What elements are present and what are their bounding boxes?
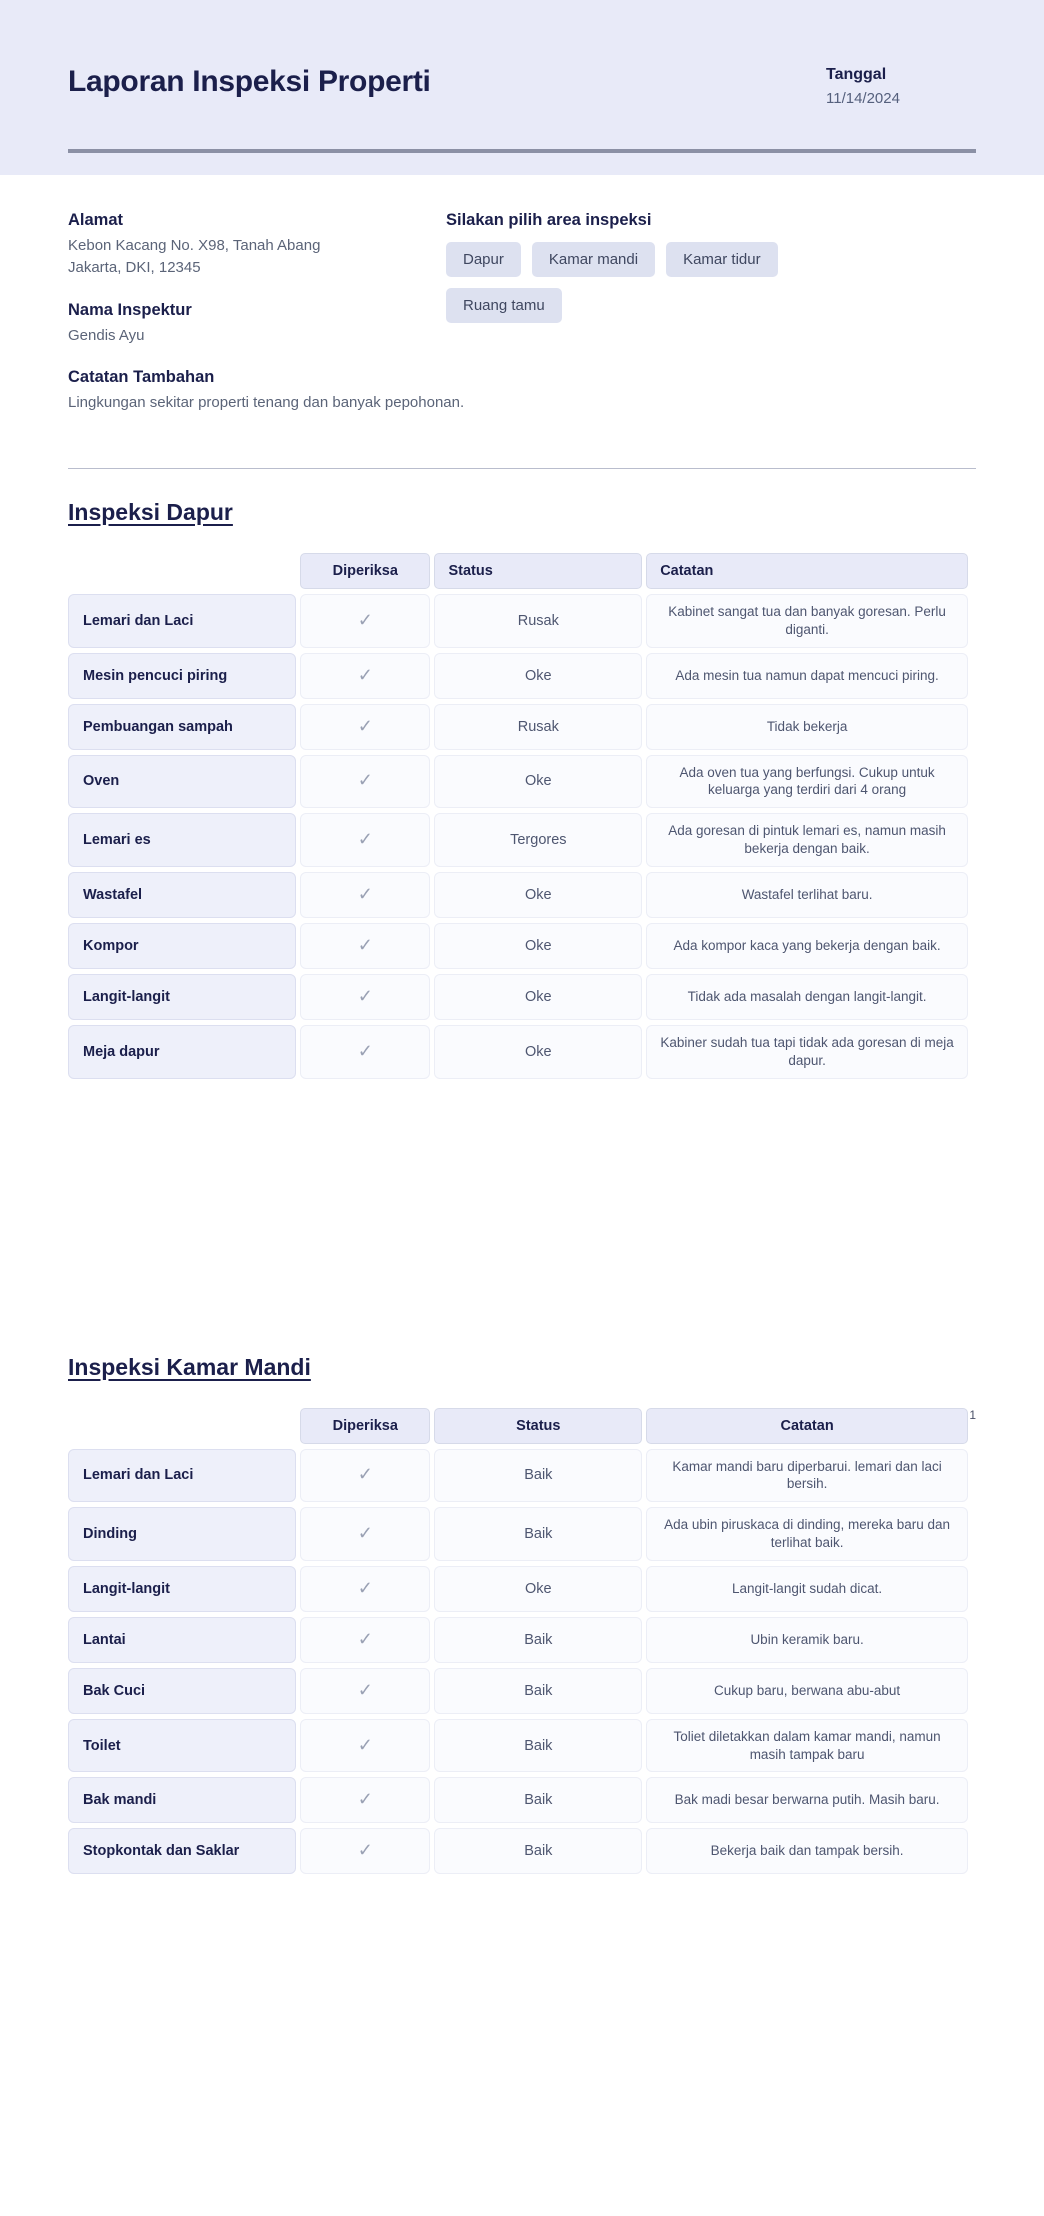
column-header-item	[68, 553, 296, 589]
check-icon: ✓	[357, 1789, 373, 1810]
cell-status: Baik	[434, 1449, 642, 1503]
cell-note: Ada mesin tua namun dapat mencuci piring.	[646, 653, 968, 699]
cell-checked[interactable]	[300, 974, 430, 1020]
cell-item-name: Stopkontak dan Saklar	[68, 1828, 296, 1874]
section-heading-dapur: Inspeksi Dapur	[68, 499, 233, 525]
cell-status: Baik	[434, 1828, 642, 1874]
area-chip-kamar-tidur[interactable]: Kamar tidur	[666, 242, 778, 277]
address-field	[68, 211, 443, 279]
cell-item-name: Kompor	[68, 923, 296, 969]
table-row	[68, 653, 968, 699]
cell-note: Cukup baru, berwana abu-abut	[646, 1668, 968, 1714]
cell-status: Baik	[434, 1777, 642, 1823]
cell-checked[interactable]	[300, 1617, 430, 1663]
cell-status: Oke	[434, 872, 642, 918]
cell-checked[interactable]	[300, 1668, 430, 1714]
cell-status: Oke	[434, 923, 642, 969]
cell-note: Kabinet sangat tua dan banyak goresan. Perlu diganti.	[646, 594, 968, 648]
date-value: 11/14/2024	[826, 90, 900, 107]
column-header-note: Catatan	[646, 553, 968, 589]
cell-checked[interactable]	[300, 1828, 430, 1874]
inspection-section-kamar-mandi	[0, 1354, 1044, 1880]
inspection-section-dapur	[0, 499, 1044, 1084]
cell-note: Ada goresan di pintuk lemari es, namun masih bekerja dengan baik.	[646, 813, 968, 867]
inspection-table-dapur	[64, 548, 972, 1084]
cell-checked[interactable]	[300, 1719, 430, 1773]
address-line-1: Kebon Kacang No. X98, Tanah Abang	[68, 237, 321, 254]
cell-note: Kamar mandi baru diperbarui. lemari dan laci bersih.	[646, 1449, 968, 1503]
cell-status: Baik	[434, 1507, 642, 1561]
check-icon: ✓	[357, 1522, 373, 1543]
check-icon: ✓	[357, 770, 373, 791]
column-header-status: Status	[434, 1408, 642, 1444]
cell-checked[interactable]	[300, 872, 430, 918]
cell-item-name: Toilet	[68, 1719, 296, 1773]
report-header	[0, 0, 1044, 175]
cell-item-name: Bak Cuci	[68, 1668, 296, 1714]
notes-label: Catatan Tambahan	[68, 368, 215, 387]
column-header-checked: Diperiksa	[300, 553, 430, 589]
cell-item-name: Dinding	[68, 1507, 296, 1561]
cell-status: Tergores	[434, 813, 642, 867]
column-header-checked: Diperiksa	[300, 1408, 430, 1444]
check-icon: ✓	[357, 609, 373, 630]
table-body-kamar-mandi	[68, 1449, 968, 1875]
inspector-value: Gendis Ayu	[68, 326, 145, 344]
inspector-field	[68, 301, 443, 347]
cell-note: Ada ubin piruskaca di dinding, mereka baru dan terlihat baik.	[646, 1507, 968, 1561]
inspection-areas	[443, 211, 976, 323]
notes-value: Lingkungan sekitar properti tenang dan banyak pepohonan.	[68, 394, 465, 412]
check-icon: ✓	[357, 715, 373, 736]
table-row	[68, 974, 968, 1020]
check-icon: ✓	[357, 934, 373, 955]
inspector-label: Nama Inspektur	[68, 300, 192, 319]
cell-checked[interactable]	[300, 1507, 430, 1561]
cell-item-name: Langit-langit	[68, 1566, 296, 1612]
column-header-status: Status	[434, 553, 642, 589]
area-chip-kamar-mandi[interactable]: Kamar mandi	[532, 242, 655, 277]
date-label: Tanggal	[826, 66, 887, 83]
cell-item-name: Langit-langit	[68, 974, 296, 1020]
check-icon: ✓	[357, 985, 373, 1006]
cell-status: Rusak	[434, 704, 642, 750]
table-row	[68, 872, 968, 918]
cell-item-name: Lemari es	[68, 813, 296, 867]
page-number-1: 1	[969, 1408, 976, 1422]
cell-checked[interactable]	[300, 1777, 430, 1823]
header-rule	[68, 149, 976, 153]
cell-status: Baik	[434, 1668, 642, 1714]
table-row	[68, 923, 968, 969]
check-icon: ✓	[357, 1577, 373, 1598]
table-row	[68, 1719, 968, 1773]
cell-item-name: Wastafel	[68, 872, 296, 918]
check-icon: ✓	[357, 664, 373, 685]
cell-item-name: Pembuangan sampah	[68, 704, 296, 750]
area-chip-list	[446, 242, 836, 323]
page-title: Laporan Inspeksi Properti	[68, 65, 431, 98]
cell-item-name: Mesin pencuci piring	[68, 653, 296, 699]
cell-note: Langit-langit sudah dicat.	[646, 1566, 968, 1612]
address-line-2: Jakarta, DKI, 12345	[68, 258, 201, 276]
cell-status: Baik	[434, 1719, 642, 1773]
section-divider	[68, 468, 976, 469]
cell-checked[interactable]	[300, 653, 430, 699]
cell-item-name: Lemari dan Laci	[68, 1449, 296, 1503]
cell-checked[interactable]	[300, 594, 430, 648]
cell-status: Oke	[434, 1566, 642, 1612]
check-icon: ✓	[357, 1840, 373, 1861]
column-header-item	[68, 1408, 296, 1444]
cell-status: Baik	[434, 1617, 642, 1663]
cell-checked[interactable]	[300, 755, 430, 809]
table-body-dapur	[68, 594, 968, 1079]
meta-section	[0, 175, 1044, 346]
table-row	[68, 704, 968, 750]
cell-note: Bekerja baik dan tampak bersih.	[646, 1828, 968, 1874]
cell-status: Oke	[434, 1025, 642, 1079]
check-icon: ✓	[357, 1040, 373, 1061]
cell-note: Toliet diletakkan dalam kamar mandi, namun masih tampak baru	[646, 1719, 968, 1773]
cell-item-name: Bak mandi	[68, 1777, 296, 1823]
cell-note: Wastafel terlihat baru.	[646, 872, 968, 918]
page-break-gap	[0, 1084, 1044, 1324]
check-icon: ✓	[357, 1464, 373, 1485]
additional-notes-field	[0, 368, 1044, 414]
inspection-table-kamar-mandi	[64, 1403, 972, 1880]
cell-checked[interactable]	[300, 1449, 430, 1503]
address-label: Alamat	[68, 211, 124, 229]
cell-status: Oke	[434, 974, 642, 1020]
meta-left-column	[68, 211, 443, 346]
cell-note: Bak madi besar berwarna putih. Masih baru.	[646, 1777, 968, 1823]
date-block	[826, 60, 976, 107]
cell-status: Oke	[434, 653, 642, 699]
check-icon: ✓	[357, 1734, 373, 1755]
check-icon: ✓	[357, 1679, 373, 1700]
table-row	[68, 1668, 968, 1714]
check-icon: ✓	[357, 829, 373, 850]
cell-checked[interactable]	[300, 923, 430, 969]
table-row	[68, 1617, 968, 1663]
cell-item-name: Oven	[68, 755, 296, 809]
table-row	[68, 813, 968, 867]
cell-note: Tidak bekerja	[646, 704, 968, 750]
cell-status: Rusak	[434, 594, 642, 648]
column-header-note: Catatan	[646, 1408, 968, 1444]
cell-checked[interactable]	[300, 1566, 430, 1612]
cell-note: Ada oven tua yang berfungsi. Cukup untuk keluarga yang terdiri dari 4 orang	[646, 755, 968, 809]
check-icon: ✓	[357, 883, 373, 904]
section-heading-kamar-mandi: Inspeksi Kamar Mandi	[68, 1353, 311, 1380]
table-row	[68, 1566, 968, 1612]
cell-checked[interactable]	[300, 813, 430, 867]
table-row	[68, 1025, 968, 1079]
cell-note: Tidak ada masalah dengan langit-langit.	[646, 974, 968, 1020]
table-row	[68, 1828, 968, 1874]
area-chip-ruang-tamu[interactable]: Ruang tamu	[446, 288, 562, 323]
cell-status: Oke	[434, 755, 642, 809]
cell-checked[interactable]	[300, 704, 430, 750]
table-row	[68, 594, 968, 648]
cell-item-name: Meja dapur	[68, 1025, 296, 1079]
area-chip-dapur[interactable]: Dapur	[446, 242, 521, 277]
cell-item-name: Lantai	[68, 1617, 296, 1663]
table-row	[68, 1507, 968, 1561]
table-row	[68, 1777, 968, 1823]
cell-checked[interactable]	[300, 1025, 430, 1079]
areas-title: Silakan pilih area inspeksi	[446, 211, 652, 229]
table-row	[68, 1449, 968, 1503]
cell-note: Ada kompor kaca yang bekerja dengan baik.	[646, 923, 968, 969]
table-row	[68, 755, 968, 809]
cell-item-name: Lemari dan Laci	[68, 594, 296, 648]
table-header-row	[68, 553, 968, 589]
table-header-row	[68, 1408, 968, 1444]
cell-note: Ubin keramik baru.	[646, 1617, 968, 1663]
cell-note: Kabiner sudah tua tapi tidak ada goresan di meja dapur.	[646, 1025, 968, 1079]
check-icon: ✓	[357, 1628, 373, 1649]
